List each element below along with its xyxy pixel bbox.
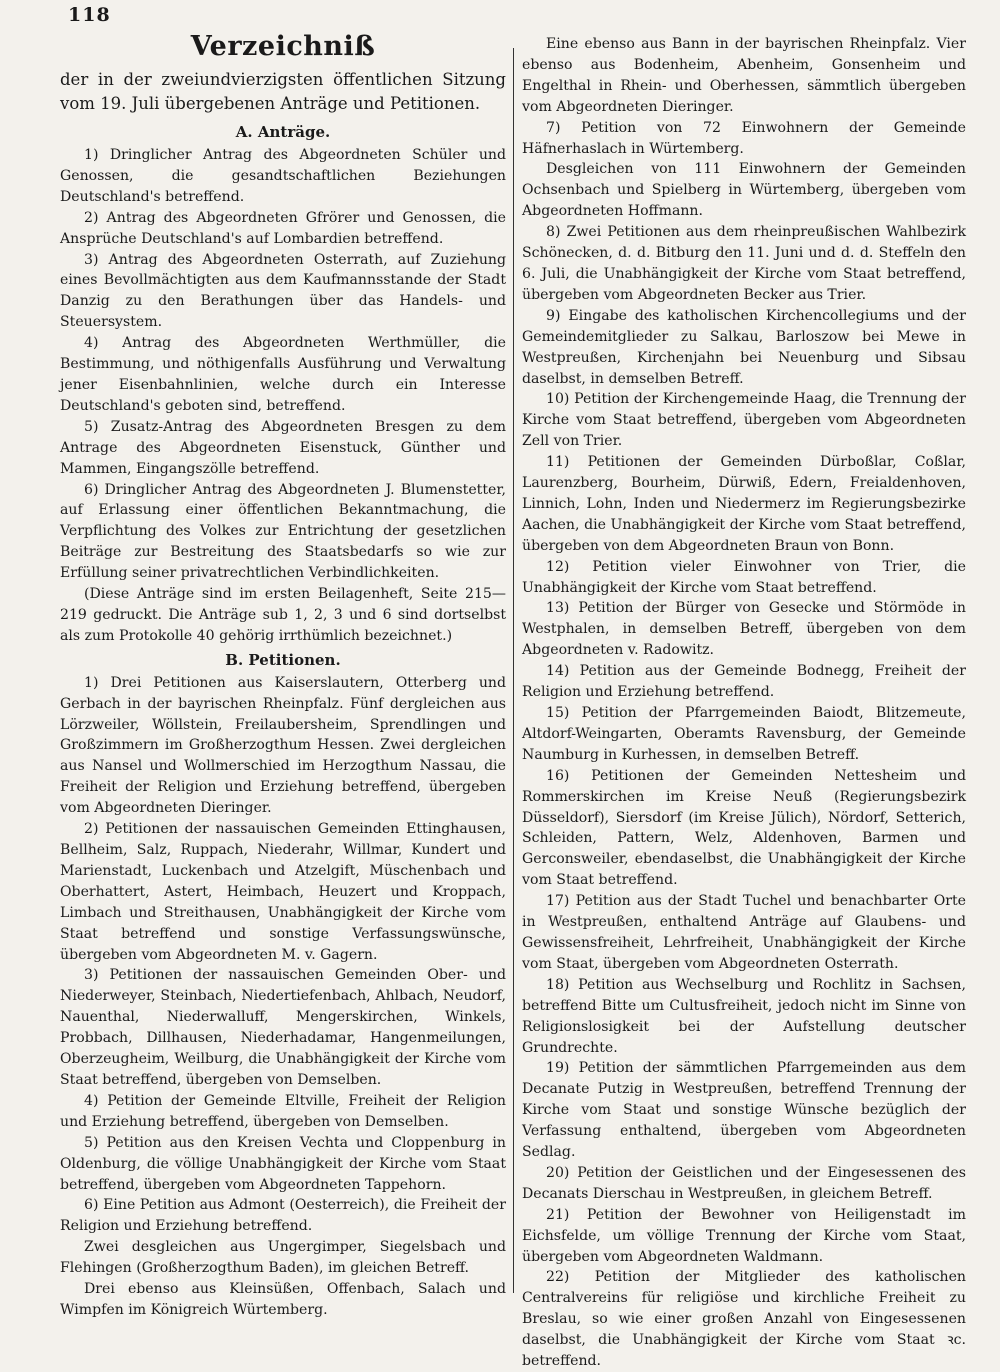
petition-item: 6) Eine Petition aus Admont (Oesterreich), die Freiheit der Religion und Erziehung betreffend. (60, 1197, 506, 1235)
petition-item: 5) Petition aus den Kreisen Vechta und Cloppenburg in Oldenburg, die völlige Unabhängigkeit der Kirche vom Staat betreffend, übergeben vom Abgeordneten Tappehorn. (60, 1134, 506, 1193)
right-column (522, 34, 966, 1372)
document-title: Verzeichniß (190, 31, 376, 62)
section-heading-petitionen: B. Petitionen. (225, 650, 341, 669)
petition-item: 12) Petition vieler Einwohner von Trier, die Unabhängigkeit der Kirche vom Staat betreffend. (522, 558, 966, 596)
antrag-item: 5) Zusatz-Antrag des Abgeordneten Bresgen zu dem Antrage des Abgeordneten Eisenstuck, Günther und Mammen, Eingangszölle betreffend. (60, 418, 506, 477)
page-number: 118 (68, 4, 111, 26)
antrag-item: 2) Antrag des Abgeordneten Gfrörer und Genossen, die Ansprüche Deutschland's auf Lombardien betreffend. (60, 209, 506, 247)
column-divider (513, 48, 514, 1293)
left-column (60, 30, 506, 1321)
petition-item: 17) Petition aus der Stadt Tuchel und benachbarter Orte in Westpreußen, enthaltend Anträge auf Glaubens- und Gewissensfreiheit, Lehrfreiheit, Unabhängigkeit der Kirche vom Staat, übergeben vom Abgeordneten Osterrath. (522, 893, 966, 972)
antrag-item: 3) Antrag des Abgeordneten Osterrath, auf Zuziehung eines Bevollmächtigten aus dem Kaufmannsstande der Stadt Danzig zu den Berathungen über das Handels- und Steuersystem. (60, 251, 506, 331)
petition-item: 1) Drei Petitionen aus Kaiserslautern, Otterberg und Gerbach in der bayrischen Rheinpfalz. Fünf dergleichen aus Lörzweiler, Wöllstein, Freilaubersheim, Sprendlingen und Großzimmern im Großherzogthum Hessen. Zwei dergleichen aus Nansel und Wollmerschied im Herzogthum Nassau, die Freiheit der Religion und Erziehung betreffend, übergeben vom Abgeordneten Dieringer. (60, 674, 506, 817)
petition-item: 22) Petition der Mitglieder des katholischen Centralvereins für religiöse und kirchliche Freiheit zu Breslau, so wie einer großen Anzahl von Eingesessenen daselbst, die Unabhängigkeit der Kirche vom Staat ꝛc. betreffend. (522, 1269, 966, 1370)
antrag-item: 1) Dringlicher Antrag des Abgeordneten Schüler und Genossen, die gesandtschaftlichen Beziehungen Deutschland's betreffend. (60, 147, 506, 205)
section-heading-antraege: A. Anträge. (235, 123, 331, 141)
petition-item: 10) Petition der Kirchengemeinde Haag, die Trennung der Kirche vom Staat betreffend, übergeben vom Abgeordneten Zell von Trier. (522, 391, 966, 450)
antraege-note: (Diese Anträge sind im ersten Beilagenheft, Seite 215—219 gedruckt. Die Anträge sub 1, 2, 3 und 6 sind dortselbst als zum Protokolle 40 gehörig irrthümlich bezeichnet.) (60, 586, 506, 644)
petition-item: 4) Petition der Gemeinde Eltville, Freiheit der Religion und Erziehung betreffend, übergeben von Demselben. (60, 1092, 506, 1130)
petition-item: 20) Petition der Geistlichen und der Eingesessenen des Decanats Dierschau in Westpreußen, in gleichem Betreff. (522, 1164, 966, 1202)
petition-item: Drei ebenso aus Kleinsüßen, Offenbach, Salach und Wimpfen im Königreich Würtemberg. (60, 1281, 506, 1318)
petition-item: 16) Petitionen der Gemeinden Nettesheim und Rommerskirchen im Kreise Neuß (Regierungsbezirk Düsseldorf), Siersdorf (im Kreise Jülich), Nördorf, Setterich, Schleiden, Pattern, Welz, Aldenhoven, Barmen und Gerconsweiler, ebendaselbst, die Unabhängigkeit der Kirche vom Staat betreffend. (522, 767, 966, 889)
petition-item: 18) Petition aus Wechselburg und Rochlitz in Sachsen, betreffend Bitte um Cultusfreiheit, jedoch nicht im Sinne von Religionslosigkeit bei der Aufstellung deutscher Grundrechte. (522, 976, 966, 1056)
petition-item: 9) Eingabe des katholischen Kirchencollegiums und der Gemeindemitglieder zu Salkau, Barloszow bei Mewe in Westpreußen, Kirchenjahn bei Neuenburg und Sibsau daselbst, in demselben Betreff. (522, 307, 966, 387)
petition-item: Eine ebenso aus Bann in der bayrischen Rheinpfalz. Vier ebenso aus Bodenheim, Abenheim, Gonsenheim und Engelthal in Rhein- und Oberhessen, sämmtlich übergeben vom Abgeordneten Dieringer. (522, 36, 966, 115)
petition-item: 14) Petition aus der Gemeinde Bodnegg, Freiheit der Religion und Erziehung betreffend. (522, 663, 966, 701)
petition-item: Desgleichen von 111 Einwohnern der Gemeinden Ochsenbach und Spielberg in Würtemberg, übergeben vom Abgeordneten Hoffmann. (522, 161, 966, 220)
petition-item: 7) Petition von 72 Einwohnern der Gemeinde Häfnerhaslach in Würtemberg. (522, 119, 966, 157)
petition-item: 13) Petition der Bürger von Gesecke und Störmöde in Westphalen, in demselben Betreff, übergeben von dem Abgeordneten v. Radowitz. (522, 600, 966, 659)
document-subtitle: der in der zweiundvierzigsten öffentlichen Sitzung vom 19. Juli übergebenen Anträge und Petitionen. (60, 70, 506, 113)
antrag-item: 6) Dringlicher Antrag des Abgeordneten J. Blumenstetter, auf Erlassung einer öffentlichen Bekanntmachung, die Verpflichtung des Volkes zur Entrichtung der gesetzlichen Beiträge zur Bestreitung des Staatsbedarfs so wie zur Erfüllung seiner privatrechtlichen Verbindlichkeiten. (60, 481, 506, 582)
petition-item: 2) Petitionen der nassauischen Gemeinden Ettinghausen, Bellheim, Salz, Ruppach, Niederahr, Willmar, Kundert und Marienstadt, Luckenbach und Atzelgift, Müschenbach und Oberhattert, Astert, Heimbach, Heuzert und Kroppach, Limbach und Streithausen, Unabhängigkeit der Kirche vom Staat betreffend und sonstige Verfassungswünsche, übergeben vom Abgeordneten M. v. Gagern. (60, 821, 506, 963)
antrag-item: 4) Antrag des Abgeordneten Werthmüller, die Bestimmung, und nöthigenfalls Ausführung und Verwaltung jener Eisenbahnlinien, welche durch ein Interesse Deutschland's geboten sind, betreffend. (60, 335, 506, 414)
petition-item: 11) Petitionen der Gemeinden Dürboßlar, Coßlar, Laurenzberg, Bourheim, Dürwiß, Edern, Freialdenhoven, Linnich, Lohn, Inden und Niedermerz im Regierungsbezirke Aachen, die Unabhängigkeit der Kirche vom Staat betreffend, übergeben von dem Abgeordneten Braun von Bonn. (522, 454, 966, 554)
petition-item: Zwei desgleichen aus Ungergimper, Siegelsbach und Flehingen (Großherzogthum Baden), im gleichen Betreff. (60, 1239, 506, 1277)
petition-item: 19) Petition der sämmtlichen Pfarrgemeinden aus dem Decanate Putzig in Westpreußen, betreffend Trennung der Kirche vom Staat und sonstige Wünsche bezüglich der Verfassung enthaltend, übergeben vom Abgeordneten Sedlag. (522, 1060, 966, 1161)
petition-item: 8) Zwei Petitionen aus dem rheinpreußischen Wahlbezirk Schönecken, d. d. Bitburg den 11. Juni und d. d. Steffeln den 6. Juli, die Unabhängigkeit der Kirche vom Staat betreffend, übergeben vom Abgeordneten Becker aus Trier. (522, 224, 966, 303)
petition-item: 15) Petition der Pfarrgemeinden Baiodt, Blitzemeute, Altdorf-Weingarten, Oberamts Ravensburg, der Gemeinde Naumburg in Kurhessen, in demselben Betreff. (522, 705, 966, 763)
petition-item: 3) Petitionen der nassauischen Gemeinden Ober- und Niederweyer, Steinbach, Niedertiefenbach, Ahlbach, Neudorf, Nauenthal, Niederwalluff, Mengerskirchen, Winkels, Probbach, Dillhausen, Niederhadamar, Hangenmeilungen, Oberzeugheim, Weilburg, die Unabhängigkeit der Kirche vom Staat betreffend, übergeben von Demselben. (60, 967, 506, 1088)
petition-item: 21) Petition der Bewohner von Heiligenstadt im Eichsfelde, um völlige Trennung der Kirche vom Staat, übergeben vom Abgeordneten Waldmann. (522, 1206, 966, 1265)
